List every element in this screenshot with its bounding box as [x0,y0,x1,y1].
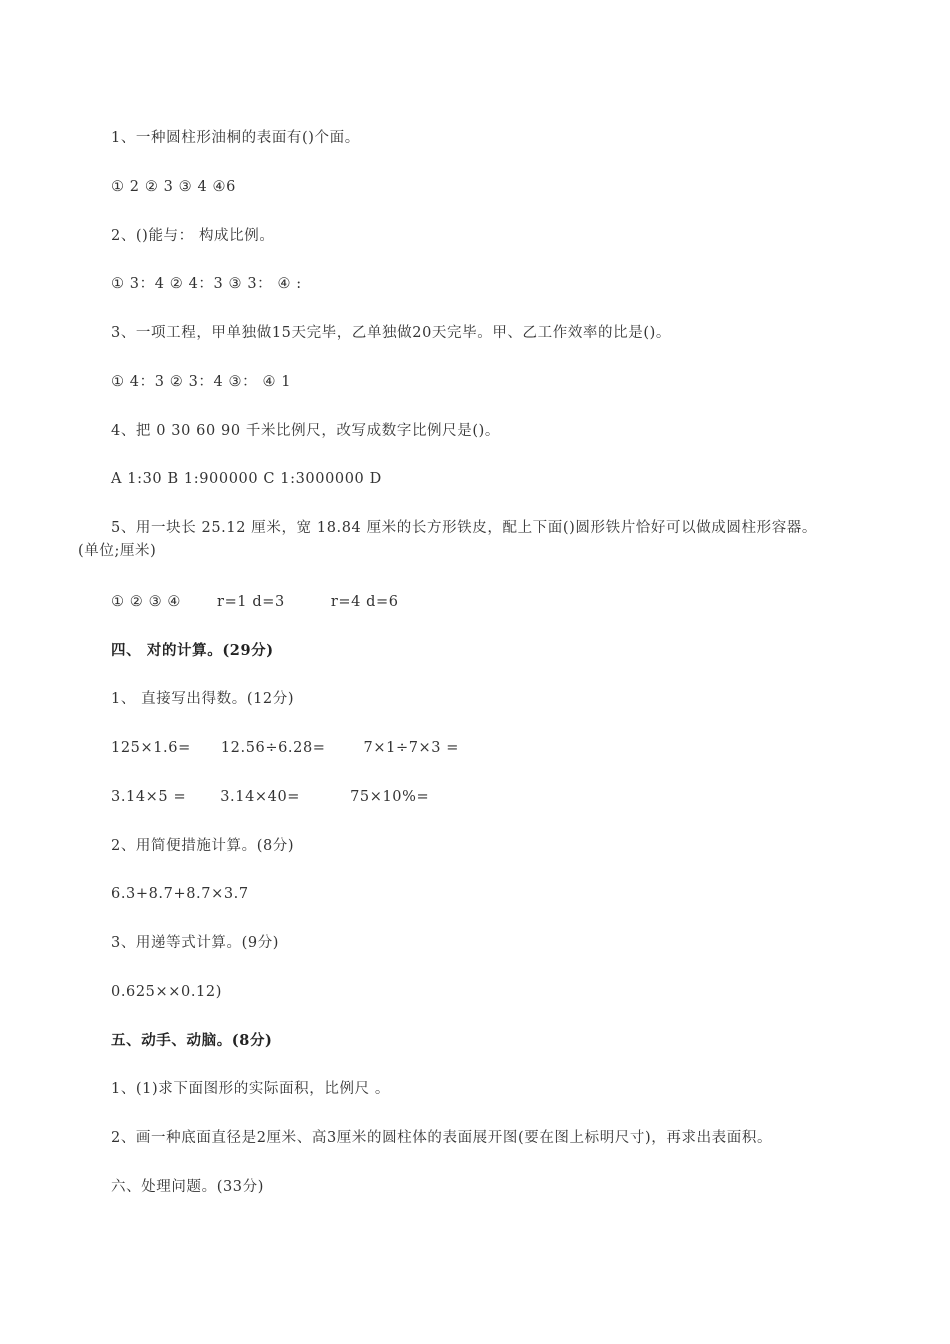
section-4-question-2-expression: 6.3+8.7+8.7×3.7 [111,886,249,902]
question-5-unit: (单位;厘米) [78,543,157,559]
section-4-heading: 四、 对的计算。(29分) [111,642,274,659]
question-2: 2、()能与： 构成比例。 [111,228,275,244]
question-5-option-c: r=4 d=6 [330,594,399,610]
section-4-question-3-expression: 0.625××0.12) [111,984,222,1000]
section-5-question-1: 1、(1)求下面图形的实际面积，比例尺 。 [111,1081,390,1097]
calc-row-1 [111,738,459,758]
section-5-question-2: 2、画一种底面直径是2厘米、高3厘米的圆柱体的表面展开图(要在图上标明尺寸)，再求出表面积。 [111,1130,773,1146]
question-5 [78,518,878,561]
question-4: 4、把 0 30 60 90 千米比例尺，改写成数字比例尺是()。 [111,423,500,439]
section-4-question-1: 1、 直接写出得数。(12分) [111,691,295,707]
question-5-options [111,592,399,612]
section-6-heading: 六、处理问题。(33分) [111,1179,264,1195]
calc-row-2 [111,787,429,807]
calc-item: 125×1.6= [111,740,191,756]
question-4-options: A 1:30 B 1:900000 C 1:3000000 D [111,471,382,487]
calc-item: 3.14×5 = [111,789,187,805]
question-3: 3、一项工程，甲单独做15天完毕，乙单独做20天完毕。甲、乙工作效率的比是()。 [111,325,671,341]
question-5-text: 5、用一块长 25.12 厘米，宽 18.84 厘米的长方形铁皮，配上下面()圆形铁片恰好可以做成圆柱形容器。 [111,520,817,536]
section-4-question-2: 2、用简便措施计算。(8分) [111,838,295,854]
calc-item: 7×1÷7×3 = [363,740,460,756]
section-5-heading: 五、动手、动脑。(8分) [111,1032,273,1049]
question-5-option-symbols: ① ② ③ ④ [111,594,182,610]
calc-item: 12.56÷6.28= [220,740,326,756]
calc-item: 75×10%= [350,789,430,805]
question-2-options: ① 3：4 ② 4：3 ③ 3： ④ : [111,276,302,292]
question-3-options: ① 4：3 ② 3：4 ③： ④ 1 [111,374,292,390]
question-1: 1、一种圆柱形油桐的表面有()个面。 [111,130,360,146]
question-5-option-b: r=1 d=3 [217,594,285,610]
question-1-options: ① 2 ② 3 ③ 4 ④6 [111,179,236,195]
section-4-question-3: 3、用递等式计算。(9分) [111,935,280,951]
calc-item: 3.14×40= [220,789,301,805]
